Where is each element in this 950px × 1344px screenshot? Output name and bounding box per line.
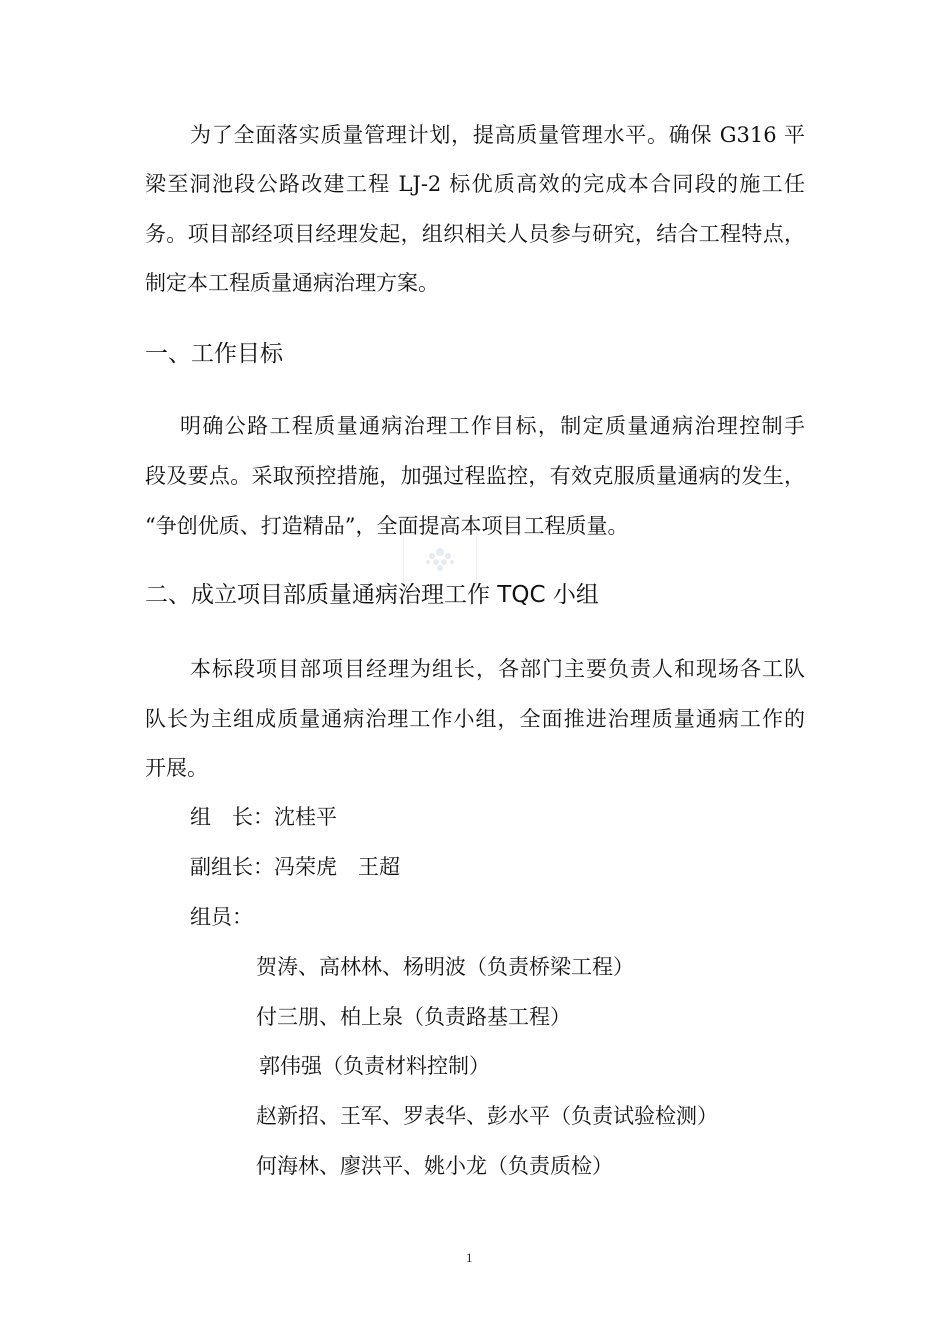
section1-line-2: 段及要点。采取预控措施，加强过程监控，有效克服质量通病的发生， (145, 464, 805, 488)
intro-line-2: 梁至洞池段公路改建工程 LJ-2 标优质高效的完成本合同段的施工任 (145, 172, 805, 196)
section2-line-1: 本标段项目部项目经理为组长，各部门主要负责人和现场各工队 (190, 657, 805, 681)
page-number: 1 (466, 1250, 473, 1265)
team-members-label: 组员： (190, 905, 253, 929)
team-leader: 组 长：沈桂平 (190, 805, 337, 829)
section-heading-1: 一、工作目标 (145, 341, 283, 367)
section2-line-2: 队长为主组成质量通病治理工作小组，全面推进治理质量通病工作的 (145, 707, 805, 731)
member-line: 付三朋、柏上泉（负责路基工程） (256, 1005, 571, 1029)
member-line: 贺涛、高林林、杨明波（负责桥梁工程） (256, 955, 634, 979)
member-line: 何海林、廖洪平、姚小龙（负责质检） (256, 1154, 613, 1178)
intro-line-1: 为了全面落实质量管理计划，提高质量管理水平。确保 G316 平 (190, 123, 805, 147)
intro-line-3: 务。项目部经项目经理发起，组织相关人员参与研究，结合工程特点， (145, 222, 805, 246)
team-deputy: 副组长：冯荣虎 王超 (190, 855, 400, 879)
section2-line-3: 开展。 (145, 756, 208, 780)
section1-line-1: 明确公路工程质量通病治理工作目标，制定质量通病治理控制手 (180, 414, 805, 438)
member-line: 赵新招、王军、罗表华、彭水平（负责试验检测） (256, 1104, 718, 1128)
section-heading-2: 二、成立项目部质量通病治理工作 TQC 小组 (145, 582, 599, 608)
section1-line-3: “争创优质、打造精品”，全面提高本项目工程质量。 (145, 514, 629, 538)
member-line: 郭伟强（负责材料控制） (259, 1054, 490, 1078)
intro-line-4: 制定本工程质量通病治理方案。 (145, 271, 439, 295)
